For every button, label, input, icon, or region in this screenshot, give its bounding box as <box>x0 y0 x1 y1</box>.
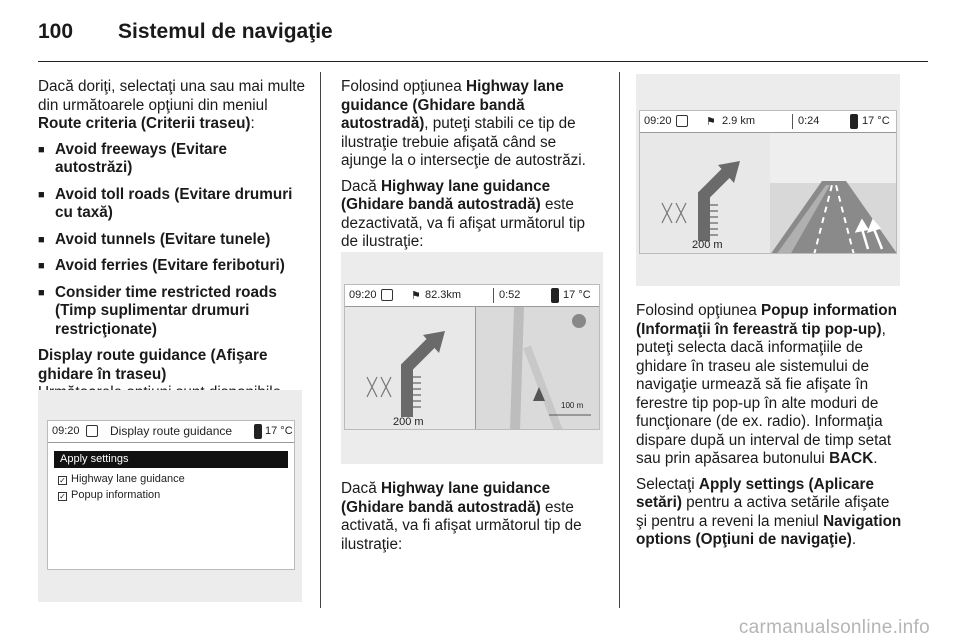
menu-item-highway-lane-guidance[interactable]: ✓ Highway lane guidance <box>59 473 185 485</box>
list-item: ■ Avoid toll roads (Evitare drumuri cu taxă) <box>38 186 308 223</box>
turn-arrow-icon <box>640 133 770 254</box>
list-item: ■ Consider time restricted roads (Timp suplimentar drumuri restricţionate) <box>38 284 308 340</box>
thermometer-icon <box>551 288 559 303</box>
apply-settings-item[interactable]: Apply settings <box>54 451 288 468</box>
status-bar <box>640 111 896 133</box>
figure-guidance-on <box>636 74 900 286</box>
remaining-time: 0:24 <box>798 115 820 127</box>
nav-screen <box>344 284 600 430</box>
column-divider-1 <box>320 72 321 608</box>
column-2-lower <box>341 480 603 561</box>
remaining-distance: 2.9 km <box>722 115 756 127</box>
route-icon <box>381 289 393 301</box>
clock: 09:20 <box>644 115 672 127</box>
chapter-title: Sistemul de navigaţie <box>118 20 333 43</box>
menu-item-popup-information[interactable]: ✓ Popup information <box>59 489 161 501</box>
list-item: ■ Avoid tunnels (Evitare tunele) <box>38 231 308 250</box>
clock: 09:20 <box>349 289 377 301</box>
intro-paragraph: Dacă doriţi, selectaţi una sau mai multe din următoarele opţiuni din meniul Route criteria (Criterii traseu): <box>38 78 305 132</box>
page-footer <box>0 617 960 642</box>
list-item: ■ Avoid ferries (Evitare feriboturi) <box>38 257 308 276</box>
nav-screen <box>639 110 897 254</box>
turn-distance: 200 m <box>692 239 723 251</box>
status-bar <box>345 285 599 307</box>
map-view <box>475 307 600 430</box>
lane-view <box>770 133 897 254</box>
temperature: 17 °C <box>563 289 591 301</box>
temperature: 17 °C <box>265 425 293 437</box>
lane-guidance-off-paragraph: Dacă Highway lane guidance (Ghidare bandă autostradă) este dezactivată, va fi afişat următorul tip de ilustraţie: <box>341 177 586 250</box>
temperature: 17 °C <box>862 115 890 127</box>
lane-guidance-on-paragraph: Dacă Highway lane guidance (Ghidare bandă autostradă) este activată, va fi afişat următorul tip de ilustraţie: <box>341 480 582 553</box>
popup-information-paragraph: Folosind opţiunea Popup information (Informaţii în fereastră tip pop-up), puteţi selecta dacă informaţiile de ghidare în traseu ale sistemului de navigaţie urmează să fie afişate în ferestre tip pop-up în alte moduri de funcţionare (de ex. radio). Informaţia dispare după un interval de timp setat sau prin apăsarea butonului BACK. <box>636 302 897 467</box>
map-scale: 100 m <box>561 401 584 410</box>
turn-distance: 200 m <box>393 416 424 428</box>
list-item: ■ Avoid freeways (Evitare autostrăzi) <box>38 141 308 178</box>
back-button-term: BACK <box>829 450 874 467</box>
route-icon <box>86 425 98 437</box>
column-2 <box>341 78 603 259</box>
route-icon <box>676 115 688 127</box>
page-number: 100 <box>38 20 74 43</box>
status-bar <box>48 421 294 443</box>
remaining-time: 0:52 <box>499 289 521 301</box>
remaining-distance: 82.3km <box>425 289 462 301</box>
column-1 <box>38 78 308 428</box>
thermometer-icon <box>850 114 858 129</box>
watermark: carmanualsonline.info <box>738 617 930 638</box>
divider <box>493 288 494 303</box>
thermometer-icon <box>254 424 262 439</box>
apply-settings-paragraph: Selectaţi Apply settings (Aplicare setări) pentru a activa setările afişate şi pentru a reveni la meniul Navigation options (Opţiuni de navigaţie). <box>636 475 902 548</box>
lane-guidance-paragraph: Folosind opţiunea Highway lane guidance (Ghidare bandă autostradă), puteţi stabili ce tip de ilustraţie trebuie afişată când se ajunge la o intersecţie de autostrăzi. <box>341 78 586 169</box>
column-3 <box>636 302 904 557</box>
checkbox-icon: ✓ <box>59 476 66 485</box>
figure-route-guidance-menu <box>38 390 302 602</box>
route-criteria-list <box>38 141 308 340</box>
nav-screen <box>47 420 295 570</box>
figure-guidance-off <box>341 252 603 464</box>
section-heading: Display route guidance (Afişare ghidare în traseu) <box>38 347 268 383</box>
page-header <box>38 18 928 62</box>
screen-title: Display route guidance <box>110 424 233 438</box>
column-divider-2 <box>619 72 620 608</box>
destination-flag-icon: ⚑ <box>706 116 716 128</box>
destination-flag-icon: ⚑ <box>411 290 421 302</box>
divider <box>792 114 793 129</box>
clock: 09:20 <box>52 425 80 437</box>
checkbox-icon: ✓ <box>59 492 66 501</box>
route-criteria-term: Route criteria (Criterii traseu) <box>38 115 251 132</box>
turn-arrow-icon <box>345 307 475 430</box>
